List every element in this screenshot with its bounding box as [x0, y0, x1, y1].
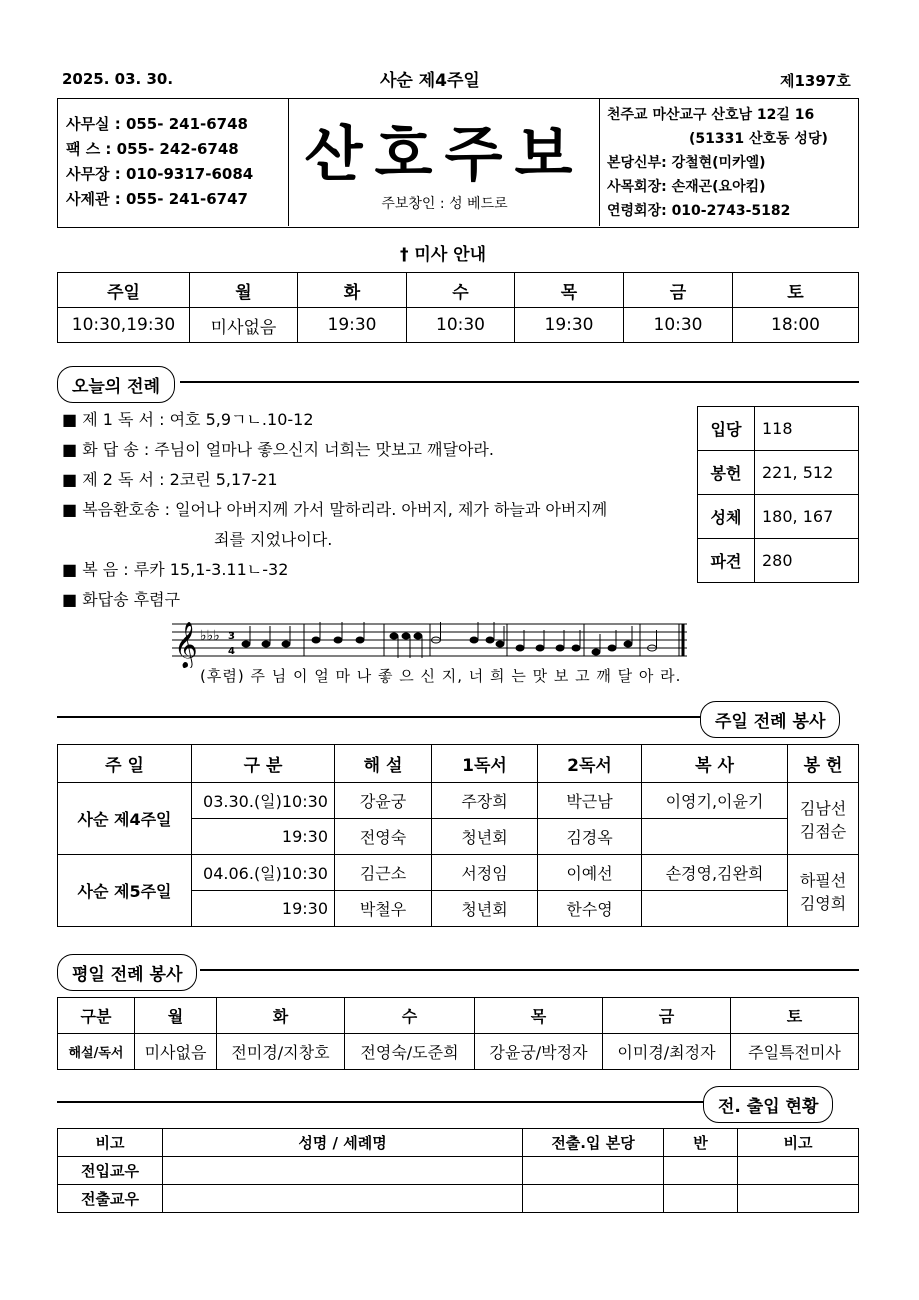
hymn-number: 221, 512: [755, 451, 859, 495]
hymn-number: 118: [755, 407, 859, 451]
mass-info-title: † 미사 안내: [400, 245, 487, 265]
column-header: 화: [217, 998, 345, 1034]
mass-time: 10:30,19:30: [58, 308, 190, 343]
parish-council-head: 사목회장: 손재곤(요아킴): [607, 179, 766, 195]
second-reader: 김경옥: [538, 819, 642, 855]
mass-time: 미사없음: [190, 308, 298, 343]
column-header: 비고: [58, 1129, 163, 1157]
mass-slot: 19:30: [192, 819, 335, 855]
parish-panel: [600, 99, 858, 226]
sunday-service-title: 주일 전례 봉사: [700, 701, 840, 738]
column-header: 수: [345, 998, 475, 1034]
key-signature-icon: ♭♭♭: [200, 628, 220, 644]
parish-priest: 본당신부: 강철현(미카엘): [607, 155, 766, 171]
hymn-label: 성체: [698, 495, 755, 539]
hymn-label: 봉헌: [698, 451, 755, 495]
music-staff: [172, 618, 692, 668]
empty-cell: [523, 1185, 664, 1213]
mass-slot: 19:30: [192, 891, 335, 927]
mass-day: 토: [733, 273, 859, 308]
hymn-row: [698, 495, 859, 539]
weekday-service-title: 평일 전례 봉사: [57, 954, 197, 991]
mass-time: 19:30: [515, 308, 624, 343]
mass-slot: 04.06.(일)10:30: [192, 855, 335, 891]
week-name: 사순 제4주일: [58, 783, 192, 855]
commentator: 강윤궁: [335, 783, 432, 819]
column-header: 반: [664, 1129, 738, 1157]
column-header: 성명 / 세례명: [163, 1129, 523, 1157]
altar-servers: [642, 891, 788, 927]
second-reader: 한수영: [538, 891, 642, 927]
hymn-number: 180, 167: [755, 495, 859, 539]
table-row: [58, 1157, 859, 1185]
mass-time: 19:30: [298, 308, 407, 343]
mass-slot: 03.30.(일)10:30: [192, 783, 335, 819]
weekday-assignment: 주일특전미사: [731, 1034, 859, 1070]
hymn-table: [697, 406, 859, 583]
table-row: [58, 1034, 859, 1070]
divider: [57, 716, 705, 718]
mass-schedule-table: [57, 272, 859, 343]
weekday-assignment: 미사없음: [135, 1034, 217, 1070]
column-header: 봉 헌: [788, 745, 859, 783]
responsorial-psalm: ■ 화 답 송 : 주님이 얼마나 좋으신지 너희는 맛보고 깨달아라.: [62, 440, 494, 459]
mass-time: 10:30: [624, 308, 733, 343]
mass-time: 10:30: [407, 308, 515, 343]
second-reader: 이예선: [538, 855, 642, 891]
contact-panel: [58, 99, 289, 226]
masthead: [57, 98, 859, 228]
altar-servers: 이영기,이윤기: [642, 783, 788, 819]
hymn-row: [698, 407, 859, 451]
hymn-row: [698, 451, 859, 495]
empty-cell: [664, 1185, 738, 1213]
refrain-lyrics: (후렴) 주 님 이 얼 마 나 좋 으 신 지, 너 희 는 맛 보 고 깨 달 아 라.: [200, 667, 682, 685]
offering-team: 김남선 김점순: [788, 783, 859, 855]
column-header: 주 일: [58, 745, 192, 783]
empty-cell: [738, 1185, 859, 1213]
treble-clef-icon: 𝄞: [174, 622, 198, 668]
column-header: 비고: [738, 1129, 859, 1157]
bulletin-date: 2025. 03. 30.: [62, 70, 174, 88]
second-reading: ■ 제 2 독 서 : 2코린 5,17-21: [62, 470, 278, 489]
mass-days-row: [58, 273, 859, 308]
altar-servers: 손경영,김완희: [642, 855, 788, 891]
mass-time: 18:00: [733, 308, 859, 343]
title-panel: [289, 99, 600, 226]
row-label: 전출교우: [58, 1185, 163, 1213]
weekday-header-row: [58, 998, 859, 1034]
mass-day: 목: [515, 273, 624, 308]
contact-fax: 팩 스 : 055- 242-6748: [66, 140, 239, 158]
first-reader: 청년회: [432, 819, 538, 855]
empty-cell: [664, 1157, 738, 1185]
week-name: 사순 제5주일: [58, 855, 192, 927]
empty-cell: [163, 1185, 523, 1213]
column-header: 금: [603, 998, 731, 1034]
divider: [200, 969, 859, 971]
first-reader: 서정임: [432, 855, 538, 891]
liturgy-section-title: 오늘의 전례: [57, 366, 175, 403]
mass-day: 수: [407, 273, 515, 308]
weekday-assignment: 전미경/지창호: [217, 1034, 345, 1070]
weekday-assignment: 이미경/최정자: [603, 1034, 731, 1070]
column-header: 전출.입 본당: [523, 1129, 664, 1157]
issue-number: 제1397호: [780, 72, 851, 90]
sunday-service-table: [57, 744, 859, 927]
weekday-assignment: 전영숙/도준희: [345, 1034, 475, 1070]
column-header: 구 분: [192, 745, 335, 783]
hymn-row: [698, 539, 859, 583]
column-header: 2독서: [538, 745, 642, 783]
first-reading: ■ 제 1 독 서 : 여호 5,9ㄱㄴ.10-12: [62, 410, 314, 429]
first-reader: 주장희: [432, 783, 538, 819]
divider: [180, 381, 859, 383]
table-row: [58, 783, 859, 819]
column-header: 복 사: [642, 745, 788, 783]
transfer-table: [57, 1128, 859, 1213]
table-row: [58, 855, 859, 891]
column-header: 월: [135, 998, 217, 1034]
contact-rectory: 사제관 : 055- 241-6747: [66, 190, 248, 208]
mass-times-row: [58, 308, 859, 343]
commentator: 전영숙: [335, 819, 432, 855]
mass-day: 화: [298, 273, 407, 308]
contact-secretary: 사무장 : 010-9317-6084: [66, 165, 254, 183]
column-header: 해 설: [335, 745, 432, 783]
weekday-service-table: [57, 997, 859, 1070]
empty-cell: [163, 1157, 523, 1185]
parish-postcode: (51331 산호동 성당): [689, 131, 828, 147]
psalm-refrain-label: ■ 화답송 후렴구: [62, 590, 181, 609]
commentator: 박철우: [335, 891, 432, 927]
hymn-label: 입당: [698, 407, 755, 451]
table-row: [58, 1185, 859, 1213]
column-header: 구분: [58, 998, 135, 1034]
column-header: 목: [475, 998, 603, 1034]
gospel: ■ 복 음 : 루카 15,1-3.11ㄴ-32: [62, 560, 289, 579]
liturgical-week: 사순 제4주일: [380, 71, 480, 91]
empty-cell: [523, 1157, 664, 1185]
bulletin-title: 산호주보: [304, 120, 585, 190]
empty-cell: [738, 1157, 859, 1185]
row-label: 전입교우: [58, 1157, 163, 1185]
mass-day: 월: [190, 273, 298, 308]
first-reader: 청년회: [432, 891, 538, 927]
mass-day: 금: [624, 273, 733, 308]
weekday-assignment: 강윤궁/박정자: [475, 1034, 603, 1070]
column-header: 1독서: [432, 745, 538, 783]
parish-address: 천주교 마산교구 산호남 12길 16: [607, 107, 815, 123]
divider: [57, 1101, 705, 1103]
hymn-label: 파견: [698, 539, 755, 583]
time-signature-icon: 3: [228, 631, 235, 642]
column-header: 토: [731, 998, 859, 1034]
hymn-number: 280: [755, 539, 859, 583]
sunday-header-row: [58, 745, 859, 783]
gospel-acclamation-cont: 죄를 지었나이다.: [214, 530, 333, 549]
transfer-header-row: [58, 1129, 859, 1157]
commentator: 김근소: [335, 855, 432, 891]
second-reader: 박근남: [538, 783, 642, 819]
row-label: 해설/독서: [58, 1034, 135, 1070]
time-signature-icon: 4: [228, 646, 235, 657]
mass-day: 주일: [58, 273, 190, 308]
transfer-section-title: 전. 출입 현황: [703, 1086, 833, 1123]
publisher: 주보창인 : 성 베드로: [381, 196, 508, 212]
altar-servers: [642, 819, 788, 855]
offering-team: 하필선 김영희: [788, 855, 859, 927]
gospel-acclamation: ■ 복음환호송 : 일어나 아버지께 가서 말하리라. 아버지, 제가 하늘과 아버지께: [62, 500, 608, 519]
funeral-society-head: 연령회장: 010-2743-5182: [607, 203, 791, 219]
contact-office: 사무실 : 055- 241-6748: [66, 115, 248, 133]
